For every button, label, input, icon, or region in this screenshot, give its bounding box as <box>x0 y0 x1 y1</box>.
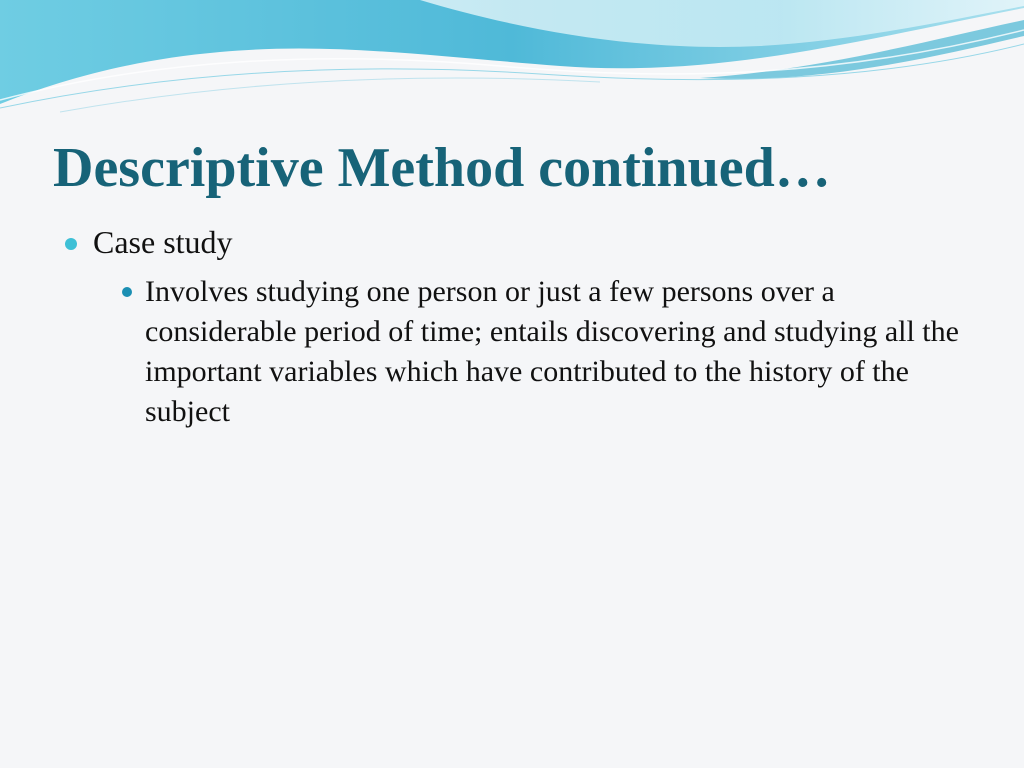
sub-bullet-text: Involves studying one person or just a few persons over a considerable period of time; entails discovering and studying all the important variables which have contributed to the history of the subject <box>145 275 959 428</box>
bullet-item-case-study <box>62 222 982 432</box>
bullet-dot-icon <box>65 238 77 250</box>
sub-bullet-list <box>93 272 982 432</box>
wave-header-decoration <box>0 0 1024 120</box>
bullet-list <box>62 222 982 432</box>
bullet-text: Case study <box>93 224 233 260</box>
sub-bullet-item <box>105 272 985 432</box>
sub-bullet-dot-icon <box>122 287 132 297</box>
slide-title: Descriptive Method continued… <box>53 137 831 199</box>
